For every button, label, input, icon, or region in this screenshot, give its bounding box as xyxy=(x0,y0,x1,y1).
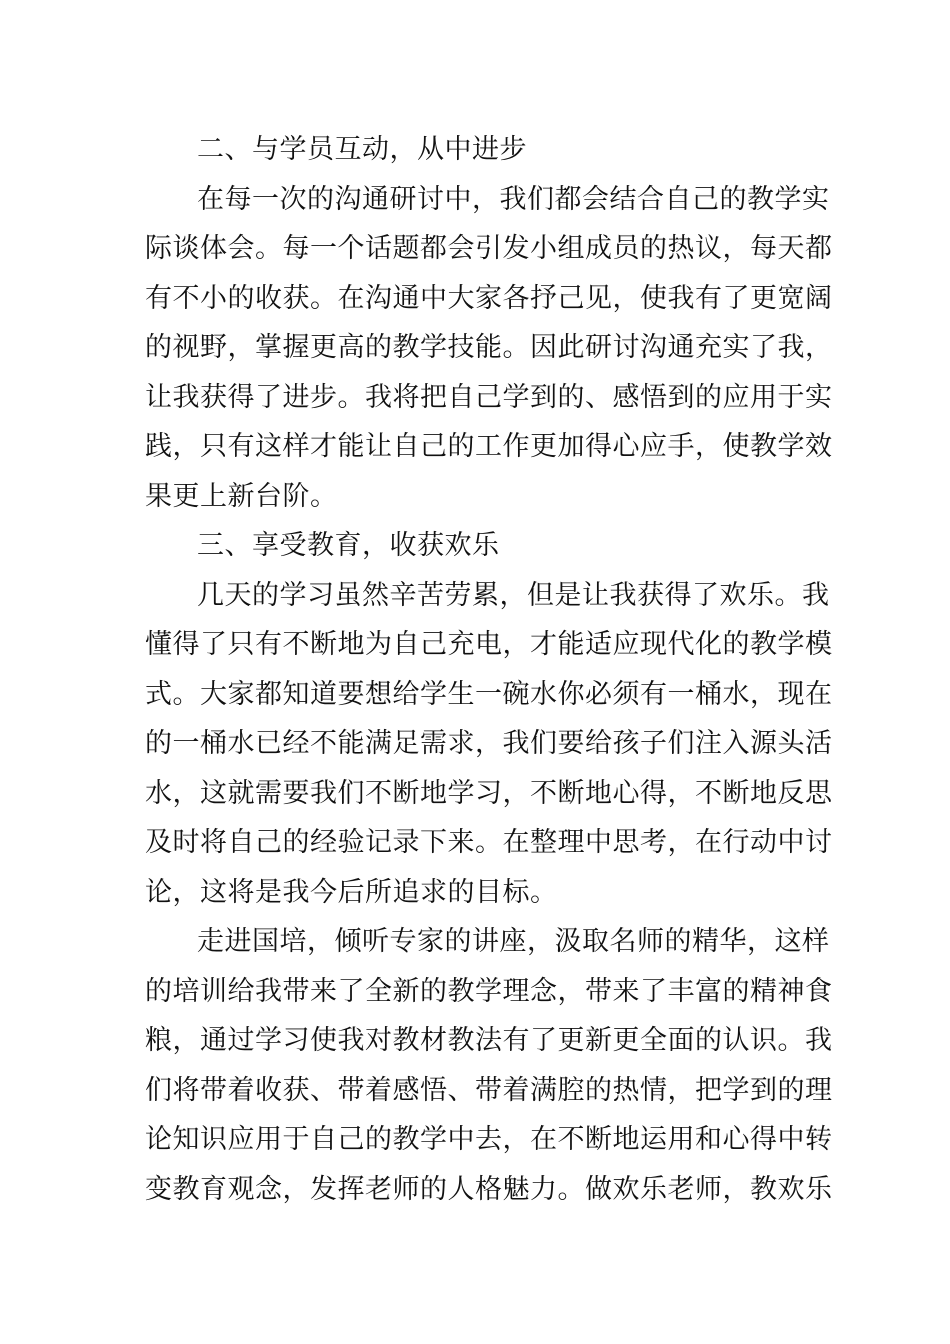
paragraph-line: 论知识应用于自己的教学中去，在不断地运用和心得中转 xyxy=(145,1124,833,1155)
paragraph-line: 有不小的收获。在沟通中大家各抒己见，使我有了更宽阔 xyxy=(145,283,833,314)
paragraph-line: 们将带着收获、带着感悟、带着满腔的热情，把学到的理 xyxy=(145,1075,833,1106)
paragraph-line: 水，这就需要我们不断地学习，不断地心得，不断地反思 xyxy=(145,778,833,809)
paragraph-line: 走进国培，倾听专家的讲座，汲取名师的精华，这样 xyxy=(197,926,830,957)
paragraph-line: 几天的学习虽然辛苦劳累，但是让我获得了欢乐。我 xyxy=(197,580,830,611)
section-heading-3: 三、享受教育，收获欢乐 xyxy=(197,530,500,561)
paragraph-line: 懂得了只有不断地为自己充电，才能适应现代化的教学模 xyxy=(145,629,833,660)
paragraph-line: 粮，通过学习使我对教材教法有了更新更全面的认识。我 xyxy=(145,1025,833,1056)
paragraph-line: 论，这将是我今后所追求的目标。 xyxy=(145,877,558,908)
paragraph-line: 在每一次的沟通研讨中，我们都会结合自己的教学实 xyxy=(197,184,830,215)
paragraph-line: 让我获得了进步。我将把自己学到的、感悟到的应用于实 xyxy=(145,382,833,413)
paragraph-line: 的一桶水已经不能满足需求，我们要给孩子们注入源头活 xyxy=(145,728,833,759)
paragraph-line: 的视野，掌握更高的教学技能。因此研讨沟通充实了我， xyxy=(145,332,833,363)
paragraph-line: 的培训给我带来了全新的教学理念，带来了丰富的精神食 xyxy=(145,976,833,1007)
paragraph-line: 践，只有这样才能让自己的工作更加得心应手，使教学效 xyxy=(145,431,833,462)
paragraph-line: 果更上新台阶。 xyxy=(145,481,338,512)
paragraph-line: 式。大家都知道要想给学生一碗水你必须有一桶水，现在 xyxy=(145,679,833,710)
paragraph-line: 变教育观念，发挥老师的人格魅力。做欢乐老师，教欢乐 xyxy=(145,1174,833,1205)
section-heading-2: 二、与学员互动，从中进步 xyxy=(197,134,527,165)
paragraph-line: 际谈体会。每一个话题都会引发小组成员的热议，每天都 xyxy=(145,233,833,264)
paragraph-line: 及时将自己的经验记录下来。在整理中思考，在行动中讨 xyxy=(145,827,833,858)
